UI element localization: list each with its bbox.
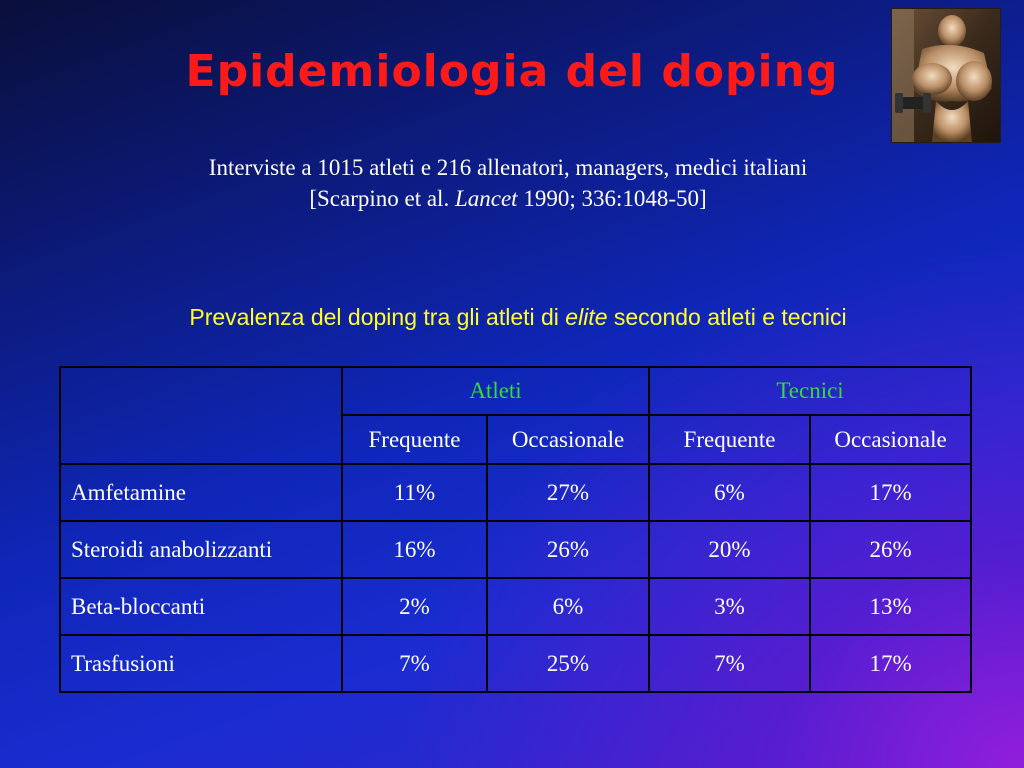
caption-emphasis: elite — [565, 304, 608, 330]
table-cell: 26% — [487, 521, 649, 578]
table-cell: 27% — [487, 464, 649, 521]
table-cell: 17% — [810, 635, 971, 692]
row-label: Steroidi anabolizzanti — [60, 521, 342, 578]
table-cell: 3% — [649, 578, 810, 635]
table-cell: 7% — [649, 635, 810, 692]
table-cell: 13% — [810, 578, 971, 635]
group-header-tecnici: Tecnici — [649, 367, 971, 415]
group-header-atleti: Atleti — [342, 367, 649, 415]
subheader-cell: Frequente — [342, 415, 487, 464]
row-label: Trasfusioni — [60, 635, 342, 692]
citation-authors: [Scarpino et al. — [309, 186, 455, 211]
table-corner-cell — [60, 367, 342, 464]
table-cell: 17% — [810, 464, 971, 521]
caption-text-end: secondo atleti e tecnici — [607, 304, 847, 330]
table-cell: 6% — [649, 464, 810, 521]
subtitle-line-2 — [0, 183, 1016, 214]
table-row — [60, 578, 971, 635]
table-cell: 16% — [342, 521, 487, 578]
table-cell: 2% — [342, 578, 487, 635]
bodybuilder-photo-icon — [891, 8, 1001, 143]
bodybuilder-photo-svg — [892, 9, 1000, 142]
row-label: Amfetamine — [60, 464, 342, 521]
table-row — [60, 464, 971, 521]
subtitle-line-1: Interviste a 1015 atleti e 216 allenatori, managers, medici italiani — [208, 155, 808, 180]
citation-journal: Lancet — [454, 186, 518, 211]
doping-prevalence-table — [59, 366, 972, 693]
subheader-cell: Frequente — [649, 415, 810, 464]
table-row — [60, 635, 971, 692]
slide-title: Epidemiologia del doping — [185, 46, 839, 97]
caption-text-start: Prevalenza del doping tra gli atleti di — [189, 304, 566, 330]
study-reference — [0, 152, 1016, 214]
table-cell: 26% — [810, 521, 971, 578]
table-group-header-row — [60, 367, 971, 415]
table-cell: 11% — [342, 464, 487, 521]
table-cell: 25% — [487, 635, 649, 692]
table-cell: 6% — [487, 578, 649, 635]
subheader-cell: Occasionale — [810, 415, 971, 464]
table-cell: 7% — [342, 635, 487, 692]
table-cell: 20% — [649, 521, 810, 578]
citation-details: 1990; 336:1048-50] — [517, 186, 707, 211]
table-row — [60, 521, 971, 578]
row-label: Beta-bloccanti — [60, 578, 342, 635]
subheader-cell: Occasionale — [487, 415, 649, 464]
table-caption — [0, 304, 1024, 331]
